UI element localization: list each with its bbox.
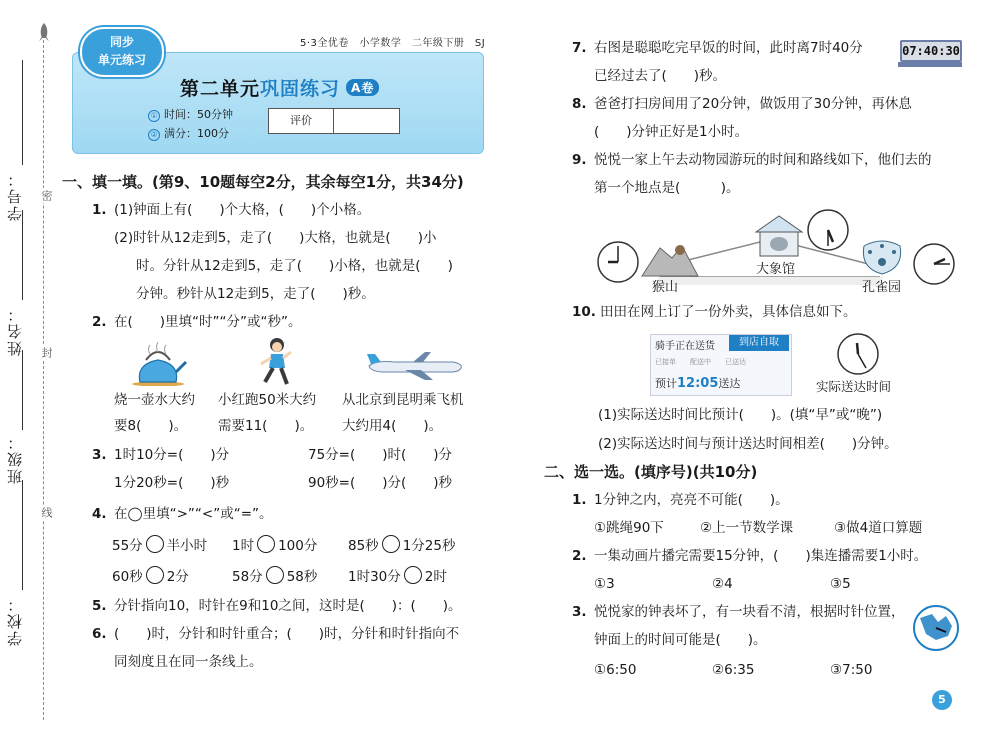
q4-r2-c3-left: 1时30分 [348, 569, 401, 585]
evaluation-box [268, 108, 400, 134]
s2q3-option1: ①6:50 [594, 662, 637, 678]
q6-line1: ( )时，分针和时针重合；( )时，分针和时针指向不 [114, 626, 460, 642]
q4-r1-c3 [348, 535, 455, 556]
q1-line1: (1)钟面上有( )个大格，( )个小格。 [114, 202, 371, 218]
seal-word-mi: 密 [40, 190, 53, 201]
q10-sub2: (2)实际送达时间与预计送达时间相差( )分钟。 [598, 436, 898, 452]
s2q2-number: 2. [572, 548, 587, 564]
seal-word-feng: 封 [40, 347, 53, 358]
s2q2-option3: ③5 [830, 576, 851, 592]
q2-item2-line2: 需要11( )。 [218, 418, 314, 434]
q2-item3-line1: 从北京到昆明乘飞机 [342, 392, 464, 408]
q4-r1-c1-right: 半小时 [166, 538, 208, 554]
elephant-house-icon [752, 212, 806, 260]
name-label: 姓名： [6, 305, 24, 356]
q1-number: 1. [92, 202, 107, 218]
class-field[interactable] [22, 350, 23, 430]
q4-r2-c1 [112, 566, 189, 587]
q10-number: 10. [572, 304, 596, 320]
title-part-b: 巩固练习 [260, 78, 341, 100]
name-field[interactable] [22, 210, 23, 300]
q1-line3: 时。分针从12走到5，走了( )小格，也就是( ) [136, 258, 453, 274]
binding-dashed-line [43, 40, 44, 720]
q3-r1-b: 75分=( )时( )分 [308, 447, 453, 463]
compare-circle[interactable] [146, 535, 164, 553]
full-score [148, 125, 229, 141]
s2q2-option2: ②4 [712, 576, 733, 592]
seal-word-xian: 线 [40, 507, 53, 518]
compare-circle[interactable] [404, 566, 422, 584]
full-score-text: 满分：100分 [164, 127, 229, 140]
q4-r1-c1 [112, 535, 207, 556]
q4-number: 4. [92, 506, 107, 522]
s2q3-number: 3. [572, 604, 587, 620]
school-field[interactable] [22, 480, 23, 590]
q4-r1-c1-left: 55分 [112, 538, 143, 554]
rocket-icon [37, 22, 51, 44]
running-girl-icon [255, 336, 295, 388]
airplane-icon [365, 350, 465, 382]
q1-line2: (2)时针从12走到5，走了( )大格，也就是( )小 [114, 230, 437, 246]
q4-r2-c3 [348, 566, 447, 587]
q2-number: 2. [92, 314, 107, 330]
q4-r1-c3-left: 85秒 [348, 538, 379, 554]
compare-circle[interactable] [257, 535, 275, 553]
s2q3-line2: 钟面上的时间可能是( )。 [594, 632, 767, 648]
eta-suffix: 送达 [718, 377, 741, 390]
check-icon: ② [148, 129, 160, 141]
s2q3-option3: ③7:50 [830, 662, 873, 678]
page-number: 5 [932, 690, 952, 710]
q4-text: 在◯里填“>”“<”或“=”。 [114, 506, 273, 522]
q4-r1-c2-right: 100分 [278, 538, 318, 554]
q10-sub1: (1)实际送达时间比预计( )。(填“早”或“晚”) [598, 407, 883, 423]
title-part-a: 第二单元 [180, 78, 261, 100]
evaluation-label: 评价 [269, 109, 334, 133]
compare-circle[interactable] [146, 566, 164, 584]
q4-r2-c1-left: 60秒 [112, 569, 143, 585]
s2q1-number: 1. [572, 492, 587, 508]
q9-number: 9. [572, 152, 587, 168]
peacock-icon [858, 238, 906, 278]
student-id-field[interactable] [22, 60, 23, 165]
eta-prefix: 预计 [655, 377, 677, 390]
s2q2-option1: ①3 [594, 576, 615, 592]
sync-practice-badge [80, 27, 164, 77]
broken-clock-icon [912, 604, 960, 652]
student-id-label: 学号： [6, 170, 24, 221]
q8-line2: ( )分钟正好是1小时。 [594, 124, 749, 140]
actual-delivery-clock-icon [836, 332, 880, 376]
section2-title: 二、选一选。(填序号)(共10分) [544, 463, 758, 481]
digital-clock-stand [898, 62, 962, 67]
s2q1-option2: ②上一节数学课 [700, 520, 794, 536]
q2-item2-line1: 小红跑50米大约 [218, 392, 317, 408]
badge-line2: 单元练习 [97, 53, 146, 67]
clock-icon: ① [148, 110, 160, 122]
s2q1-option3: ③做4道口算题 [834, 520, 923, 536]
clock-icon-elephant [806, 208, 850, 252]
place-monkey-hill: 猴山 [652, 280, 679, 295]
eta-time: 12:05 [677, 376, 719, 391]
estimated-delivery [655, 375, 740, 391]
q4-r1-c2-left: 1时 [232, 538, 255, 554]
q5-number: 5. [92, 598, 107, 614]
q9-line2: 第一个地点是( )。 [594, 180, 740, 196]
q2-item1-line2: 要8( )。 [114, 418, 188, 434]
school-label: 学校： [6, 595, 24, 646]
s2q1-option1: ①跳绳90下 [594, 520, 664, 536]
q4-r2-c2 [232, 566, 317, 587]
s2q3-option2: ②6:35 [712, 662, 755, 678]
compare-circle[interactable] [266, 566, 284, 584]
time-limit [148, 106, 233, 122]
actual-delivery-label: 实际送达时间 [816, 379, 892, 394]
q4-r2-c2-left: 58分 [232, 569, 263, 585]
delivery-order-card [650, 334, 792, 396]
place-peacock-garden: 孔雀园 [862, 280, 902, 295]
s2q3-line1: 悦悦家的钟表坏了，有一块看不清，根据时针位置， [594, 604, 905, 620]
rider-status-tab: 骑手正在送货 [655, 341, 715, 352]
q2-item3-line2: 大约用4( )。 [342, 418, 443, 434]
q7-number: 7. [572, 40, 587, 56]
time-limit-text: 时间：50分钟 [164, 108, 233, 121]
clock-icon-monkey [596, 240, 640, 284]
q6-number: 6. [92, 626, 107, 642]
monkey-hill-icon [640, 240, 700, 278]
q4-r1-c3-right: 1分25秒 [402, 538, 456, 554]
s2q2-text: 一集动画片播完需要15分钟，( )集连播需要1小时。 [594, 548, 928, 564]
q1-line4: 分钟。秒针从12走到5，走了( )秒。 [136, 286, 375, 302]
q3-r1-a: 1时10分=( )分 [114, 447, 230, 463]
s2q1-text: 1分钟之内，亮亮不可能( )。 [594, 492, 789, 508]
place-elephant-house: 大象馆 [756, 262, 796, 277]
class-label: 班级： [6, 433, 24, 484]
q4-r2-c1-right: 2分 [166, 569, 189, 585]
q4-r2-c2-right: 58秒 [286, 569, 318, 585]
q10-text: 田田在网上订了一份外卖，具体信息如下。 [600, 304, 857, 320]
section1-title: 一、填一填。(第9、10题每空2分，其余每空1分，共34分) [62, 173, 464, 191]
pickup-tab: 到店自取 [729, 335, 789, 351]
page-title [180, 74, 379, 101]
delivery-progress-steps: 已接单 配送中 已送达 [655, 358, 746, 366]
evaluation-field[interactable] [334, 109, 398, 133]
q8-number: 8. [572, 96, 587, 112]
paper-a-badge: A卷 [346, 79, 379, 96]
badge-line1: 同步 [109, 35, 134, 49]
q3-r2-a: 1分20秒=( )秒 [114, 475, 230, 491]
q7-line2: 已经过去了( )秒。 [594, 68, 727, 84]
q4-r1-c2 [232, 535, 317, 556]
digital-clock: 07:40:30 [900, 40, 962, 62]
compare-circle[interactable] [382, 535, 400, 553]
q9-line1: 悦悦一家上午去动物园游玩的时间和路线如下，他们去的 [594, 152, 932, 168]
q4-r2-c3-right: 2时 [424, 569, 447, 585]
q2-text: 在( )里填“时”“分”或“秒”。 [114, 314, 302, 330]
book-series-label: 5·3全优卷 小学数学 二年级下册 SJ [300, 38, 486, 49]
q3-r2-b: 90秒=( )分( )秒 [308, 475, 453, 491]
q7-line1: 右图是聪聪吃完早饭的时间，此时离7时40分 [594, 40, 863, 56]
q2-item1-line1: 烧一壶水大约 [114, 392, 195, 408]
kettle-icon [128, 338, 188, 386]
q6-line2: 同刻度且在同一条线上。 [114, 654, 263, 670]
q3-number: 3. [92, 447, 107, 463]
clock-icon-peacock [912, 242, 956, 286]
q8-line1: 爸爸打扫房间用了20分钟，做饭用了30分钟，再休息 [594, 96, 912, 112]
q5-text: 分针指向10，时针在9和10之间，这时是( )：( )。 [114, 598, 462, 614]
